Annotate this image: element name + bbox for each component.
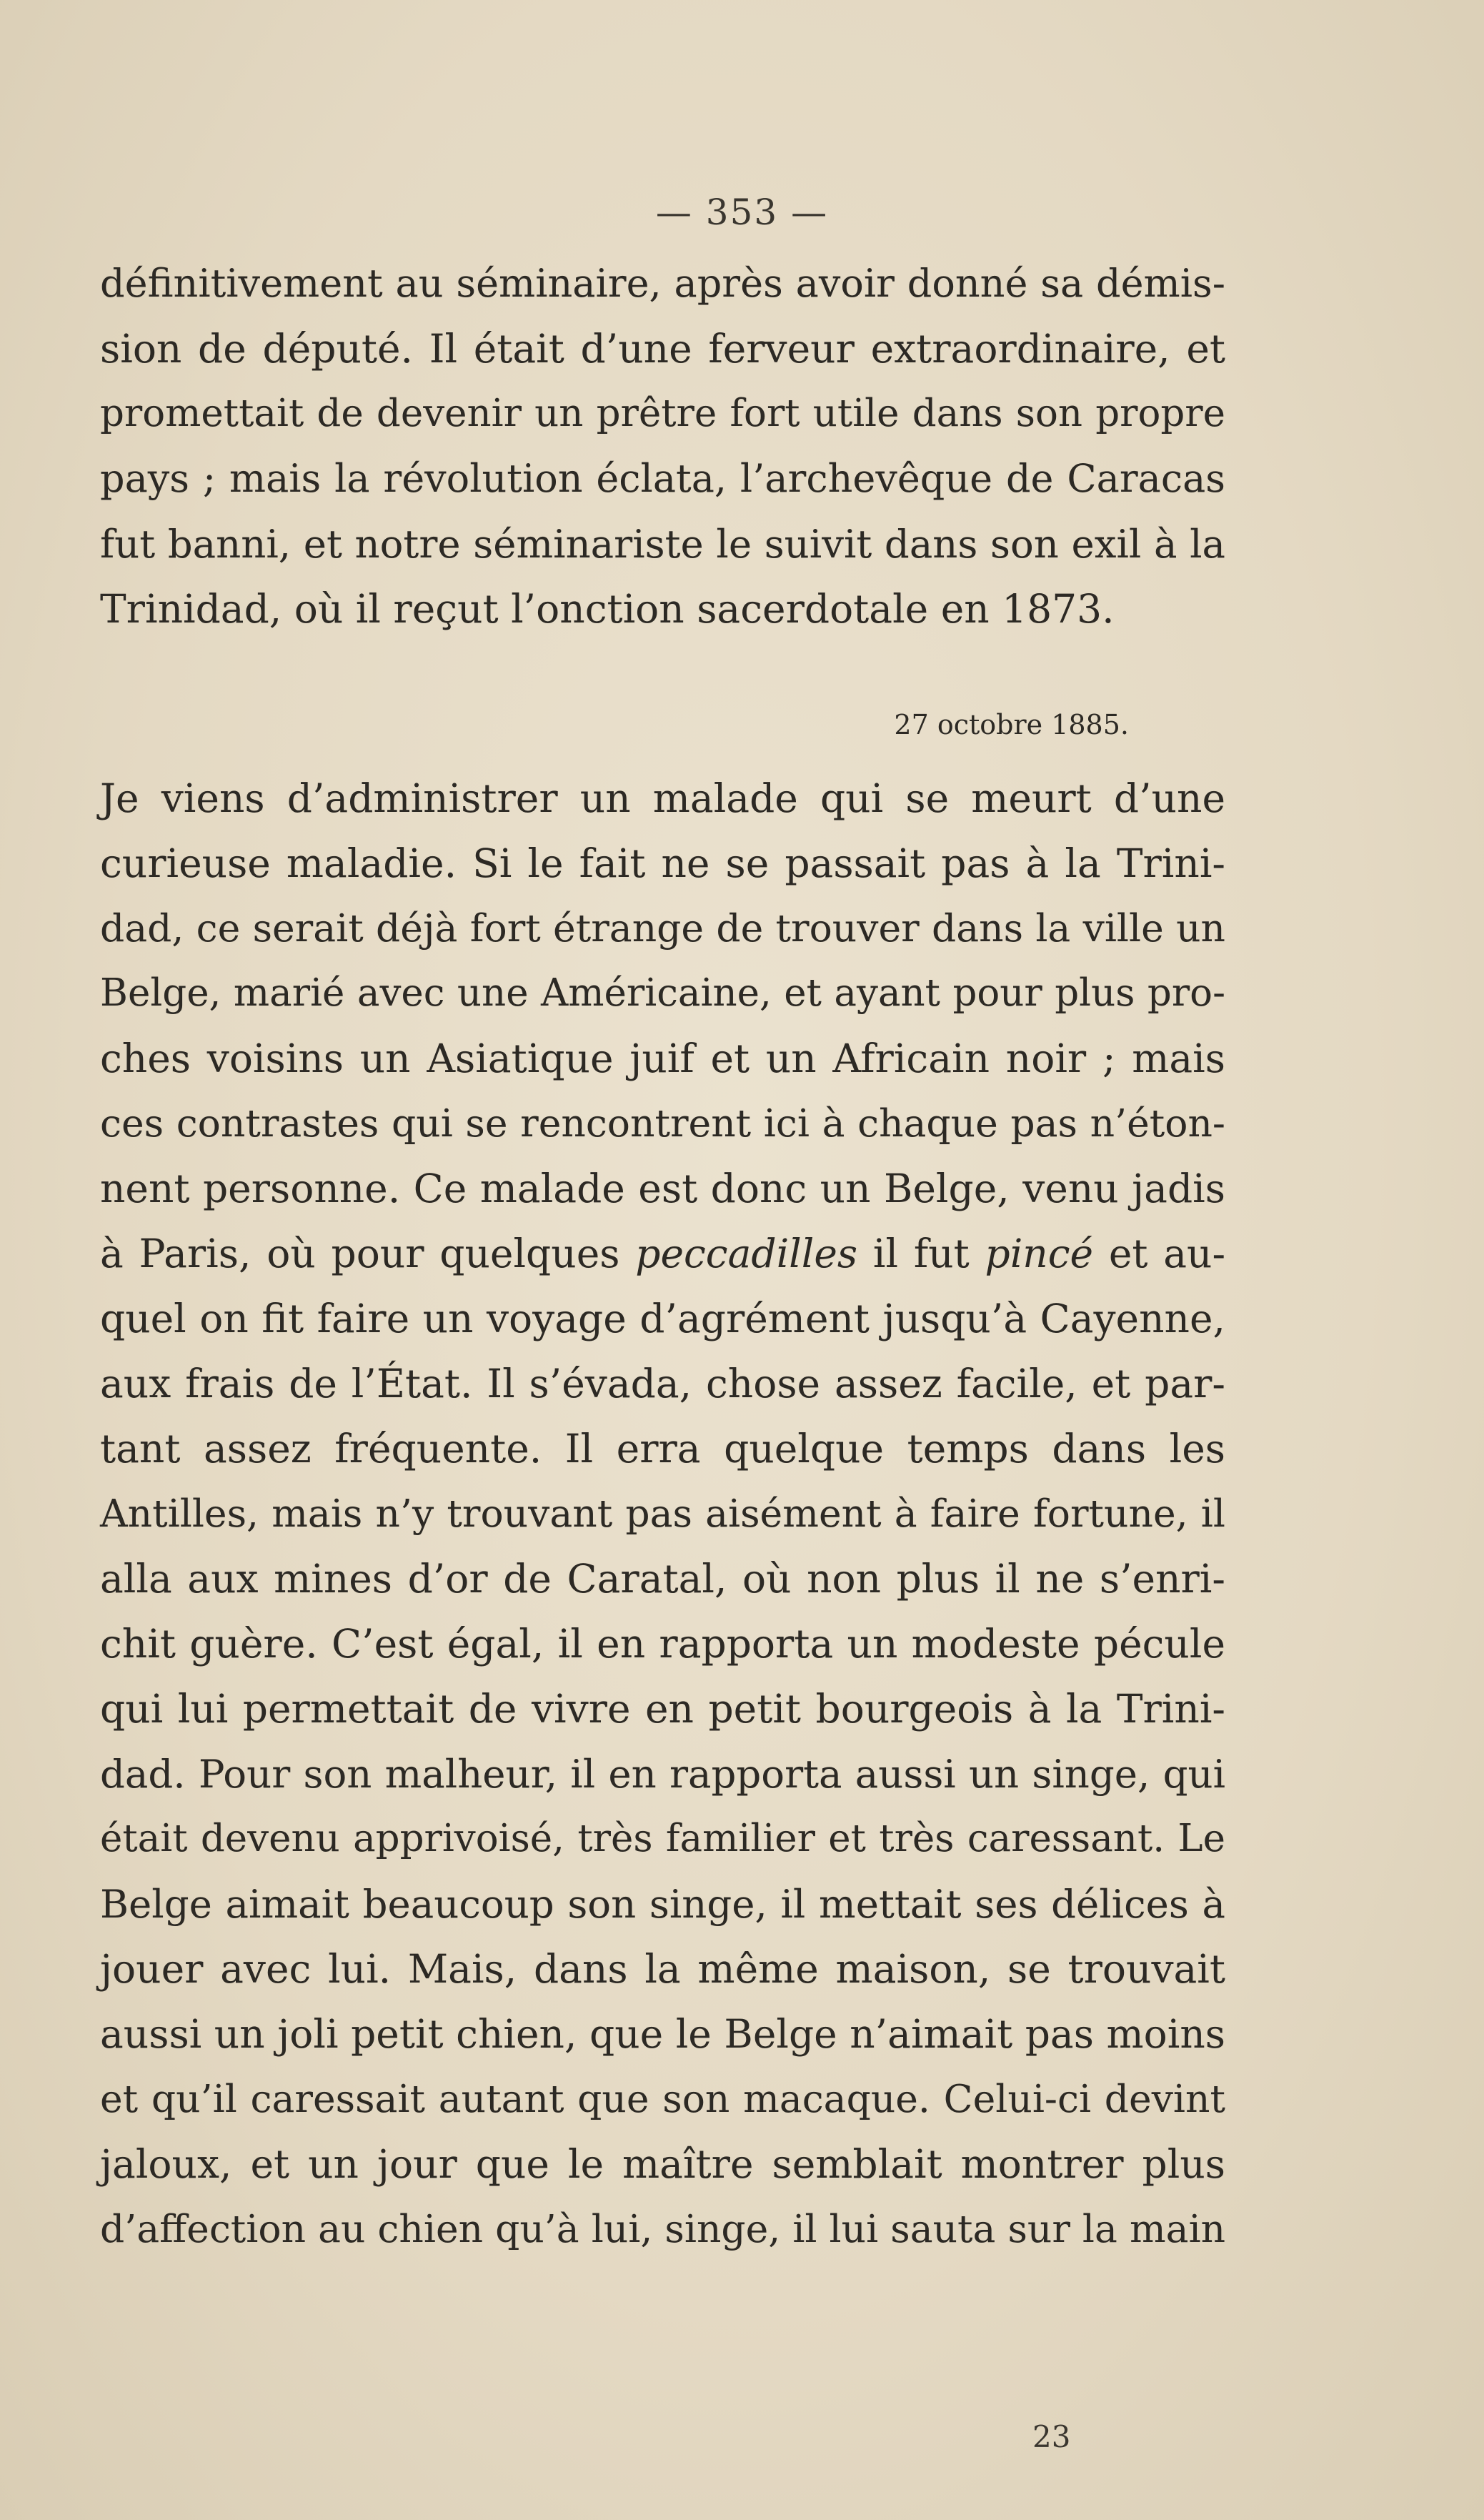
text-line: curieuse maladie. Si le fait ne se passait pas à la Trini- — [100, 840, 1225, 886]
text-line: pays ; mais la révolution éclata, l’archevêque de Caracas — [100, 456, 1225, 501]
text-line: aux frais de l’État. Il s’évada, chose assez facile, et par- — [100, 1361, 1225, 1407]
text-line: tant assez fréquente. Il erra quelque temps dans les — [100, 1426, 1225, 1472]
text-line: Belge aimait beaucoup son singe, il mettait ses délices à — [100, 1881, 1225, 1927]
text-line: sion de député. Il était d’une ferveur extraordinaire, et — [100, 326, 1225, 372]
italic-word: pincé — [985, 1231, 1094, 1276]
page-number: — 353 — — [655, 192, 829, 233]
text-line: chit guère. C’est égal, il en rapporta un modeste pécule — [100, 1621, 1225, 1667]
text-line: quel on fit faire un voyage d’agrément jusqu’à Cayenne, — [100, 1296, 1225, 1341]
text-line: dad. Pour son malheur, il en rapporta aussi un singe, qui — [100, 1751, 1225, 1797]
text-line: et qu’il caressait autant que son macaque. Celui-ci devint — [100, 2076, 1225, 2121]
entry-date: 27 octobre 1885. — [894, 709, 1129, 740]
text-line: aussi un joli petit chien, que le Belge n’aimait pas moins — [100, 2011, 1225, 2057]
text-line — [100, 1231, 1226, 1276]
text-line: Je viens d’administrer un malade qui se meurt d’une — [100, 775, 1225, 821]
text-line: qui lui permettait de vivre en petit bourgeois à la Trini- — [100, 1686, 1225, 1732]
text-run: il fut — [872, 1231, 970, 1276]
text-line: d’affection au chien qu’à lui, singe, il lui sauta sur la main — [100, 2206, 1226, 2251]
text-line: fut banni, et notre séminariste le suivit dans son exil à la — [100, 521, 1225, 567]
text-line: Belge, marié avec une Américaine, et ayant pour plus pro- — [100, 971, 1225, 1015]
text-line: Trinidad, où il reçut l’onction sacerdotale en 1873. — [100, 586, 1115, 632]
text-line: promettait de devenir un prêtre fort utile dans son propre — [100, 392, 1225, 435]
text-line: jouer avec lui. Mais, dans la même maison, se trouvait — [100, 1946, 1225, 1992]
signature-mark: 23 — [1032, 2419, 1071, 2454]
text-line: alla aux mines d’or de Caratal, où non plus il ne s’enri- — [100, 1556, 1225, 1602]
italic-word: peccadilles — [635, 1231, 858, 1276]
text-line: ces contrastes qui se rencontrent ici à chaque pas n’éton- — [100, 1101, 1225, 1146]
text-line: Antilles, mais n’y trouvant pas aisément à faire fortune, il — [100, 1491, 1225, 1536]
text-line: ches voisins un Asiatique juif et un Africain noir ; mais — [100, 1036, 1225, 1081]
text-line: était devenu apprivoisé, très familier et très caressant. Le — [100, 1817, 1225, 1860]
text-run: à Paris, où pour quelques — [100, 1231, 620, 1276]
text-line: définitivement au séminaire, après avoir donné sa démis- — [100, 261, 1225, 306]
text-run: et au- — [1108, 1231, 1226, 1276]
text-line: jaloux, et un jour que le maître semblait montrer plus — [100, 2141, 1225, 2187]
text-line: nent personne. Ce malade est donc un Belge, venu jadis — [100, 1166, 1225, 1211]
text-line: dad, ce serait déjà fort étrange de trouver dans la ville un — [100, 906, 1225, 951]
